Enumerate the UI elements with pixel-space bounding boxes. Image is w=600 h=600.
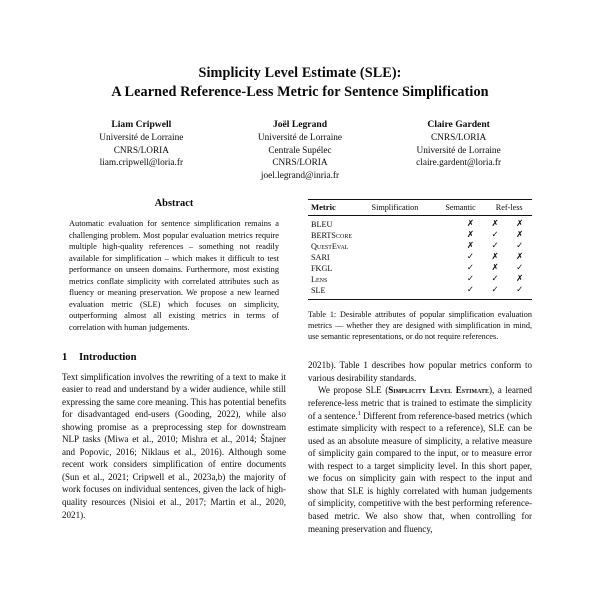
paragraph-part: Different from reference-based metrics (which estimate simplicity with respect to a reference), SLE can be used as an absolute measure of simplicity, a relative measure of simplicity gain compared to the input, or to measure error with respect to a target simplicity level. In this short paper, we focus on simplicity gain with respect to the input and show that SLE is highly correlated with human judgements of simplicity, competitive with the best performing reference-based metric. We also show that, when controlling for meaning preservation and fluency, xyxy=(308,410,532,534)
cell-metric-name: SARI xyxy=(311,252,330,262)
table-row xyxy=(308,274,532,285)
cell-metric-name: FKGL xyxy=(311,264,333,273)
cell-refless: ✓ xyxy=(516,285,524,296)
author-email: claire.gardent@loria.fr xyxy=(416,158,502,169)
cell-semantic: ✓ xyxy=(491,240,499,251)
column-header-metric: Metric xyxy=(311,202,336,213)
cell-refless: ✗ xyxy=(516,218,524,229)
column-header-simplification: Simplification xyxy=(371,203,419,213)
column-header-semantic: Semantic xyxy=(445,203,476,213)
author-name: Claire Gardent xyxy=(427,119,490,130)
right-column xyxy=(308,198,532,535)
table-row xyxy=(308,230,532,241)
cell-metric-name: Lens xyxy=(311,275,328,285)
footnote-marker: 1 xyxy=(357,409,361,417)
author-2 xyxy=(221,119,380,182)
author-1 xyxy=(62,119,221,182)
table-1 xyxy=(308,199,532,342)
cell-simplification: ✗ xyxy=(466,240,475,251)
author-affiliation: CNRS/LORIA xyxy=(272,158,328,169)
cell-semantic: ✗ xyxy=(491,218,499,229)
table-bottom-rule xyxy=(308,299,532,300)
author-3 xyxy=(379,119,538,182)
author-affiliation: Université de Lorraine xyxy=(99,133,184,144)
section-number: 1 xyxy=(62,351,68,363)
right-column-body xyxy=(308,359,532,535)
cell-simplification: ✓ xyxy=(466,274,475,285)
author-affiliation: Université de Lorraine xyxy=(257,133,343,144)
cell-semantic: ✗ xyxy=(491,251,499,262)
cell-semantic: ✗ xyxy=(491,263,499,273)
sle-expansion: Simplicity Level Estimate xyxy=(388,385,489,396)
author-affiliation: Université de Lorraine xyxy=(416,145,501,156)
cell-semantic: ✓ xyxy=(491,274,499,285)
table-header-row xyxy=(308,200,532,215)
abstract-heading: Abstract xyxy=(154,198,194,210)
cell-metric-name: BERTScore xyxy=(311,230,352,240)
left-column xyxy=(62,198,286,535)
cell-simplification: ✓ xyxy=(466,285,475,296)
cell-simplification: ✗ xyxy=(466,218,475,229)
introduction-body xyxy=(62,371,286,522)
metrics-table-body xyxy=(308,216,532,299)
body-columns xyxy=(0,198,600,535)
cell-simplification: ✓ xyxy=(466,263,475,273)
cell-metric-name: BLEU xyxy=(311,219,333,229)
table-row xyxy=(308,252,532,263)
author-affiliation: CNRS/LORIA xyxy=(113,145,169,156)
metrics-table xyxy=(308,200,532,215)
paragraph-part: We propose SLE ( xyxy=(318,385,389,396)
cell-refless: ✓ xyxy=(516,263,524,273)
table-caption: Table 1: Desirable attributes of popular simplification evaluation metrics — whether they are designed with simplification in mind, use semantic representations, or do not require references. xyxy=(308,309,532,342)
table-row xyxy=(308,285,532,299)
author-block xyxy=(0,119,600,182)
column-header-refless: Ref-less xyxy=(495,203,523,213)
abstract-text: Automatic evaluation for sentence simplification remains a challenging problem. Most popular evaluation metrics require multiple high-quality references – something not readily available for simplification – which makes it difficult to test performance on unseen domains. Furthermore, most existing metrics conflate simplicity with correlated attributes such as fluency or meaning preservation. We propose a new learned evaluation metric (SLE) which focuses on simplicity, outperforming almost all existing metrics in terms of correlation with human judgements. xyxy=(69,219,279,332)
author-affiliation: CNRS/LORIA xyxy=(430,133,487,144)
paragraph: Text simplification involves the rewriting of a text to make it easier to read and understand by a wider audience, while still expressing the same core meaning. This has potential benefits for disadvantaged end-users (Gooding, 2022), while also showing promise as a preprocessing step for downstream NLP tasks (Miwa et al., 2010; Mishra et al., 2014; Štajner and Popovic, 2016; Niklaus et al., 2016). Although some recent work considers simplification of entire documents (Sun et al., 2021; Cripwell et al., 2023a,b) the majority of work focuses on individual sentences, given the lack of high-quality resources (Nisioi et al., 2017; Martin et al., 2020, 2021). xyxy=(62,371,286,520)
section-title: Introduction xyxy=(79,351,137,363)
author-affiliation: Centrale Supélec xyxy=(268,145,332,156)
page-title xyxy=(0,0,600,102)
author-name: Liam Cripwell xyxy=(111,119,172,130)
author-email: liam.cripwell@loria.fr xyxy=(99,158,184,169)
cell-refless: ✗ xyxy=(516,274,524,285)
table-row xyxy=(308,263,532,274)
cell-refless: ✓ xyxy=(516,240,524,251)
cell-metric-name: SLE xyxy=(311,286,326,296)
cell-refless: ✗ xyxy=(516,251,524,262)
title-line-1: Simplicity Level Estimate (SLE): xyxy=(198,65,402,81)
paragraph: 2021b). Table 1 describes how popular metrics conform to various desirability standards. xyxy=(308,360,532,383)
cell-refless: ✗ xyxy=(516,229,524,240)
paragraph-sle-proposal xyxy=(308,384,532,535)
title-line-2: A Learned Reference-Less Metric for Sentence Simplification xyxy=(111,84,489,100)
cell-semantic: ✓ xyxy=(491,229,499,240)
table-caption-spacer xyxy=(308,342,532,359)
cell-semantic: ✓ xyxy=(491,285,499,296)
author-email: joel.legrand@inria.fr xyxy=(260,170,340,181)
cell-simplification: ✓ xyxy=(466,251,475,262)
author-name: Joël Legrand xyxy=(272,119,328,130)
cell-metric-name: QuestEval xyxy=(311,241,349,251)
cell-simplification: ✗ xyxy=(466,229,475,240)
table-row xyxy=(308,241,532,252)
section-heading-introduction xyxy=(62,352,286,363)
table-header xyxy=(308,200,532,215)
paragraph-part: ), a learned reference-less metric that is trained to estimate the simplicity of a sentence. xyxy=(308,385,532,421)
table-body xyxy=(308,216,532,299)
table-row xyxy=(308,216,532,230)
